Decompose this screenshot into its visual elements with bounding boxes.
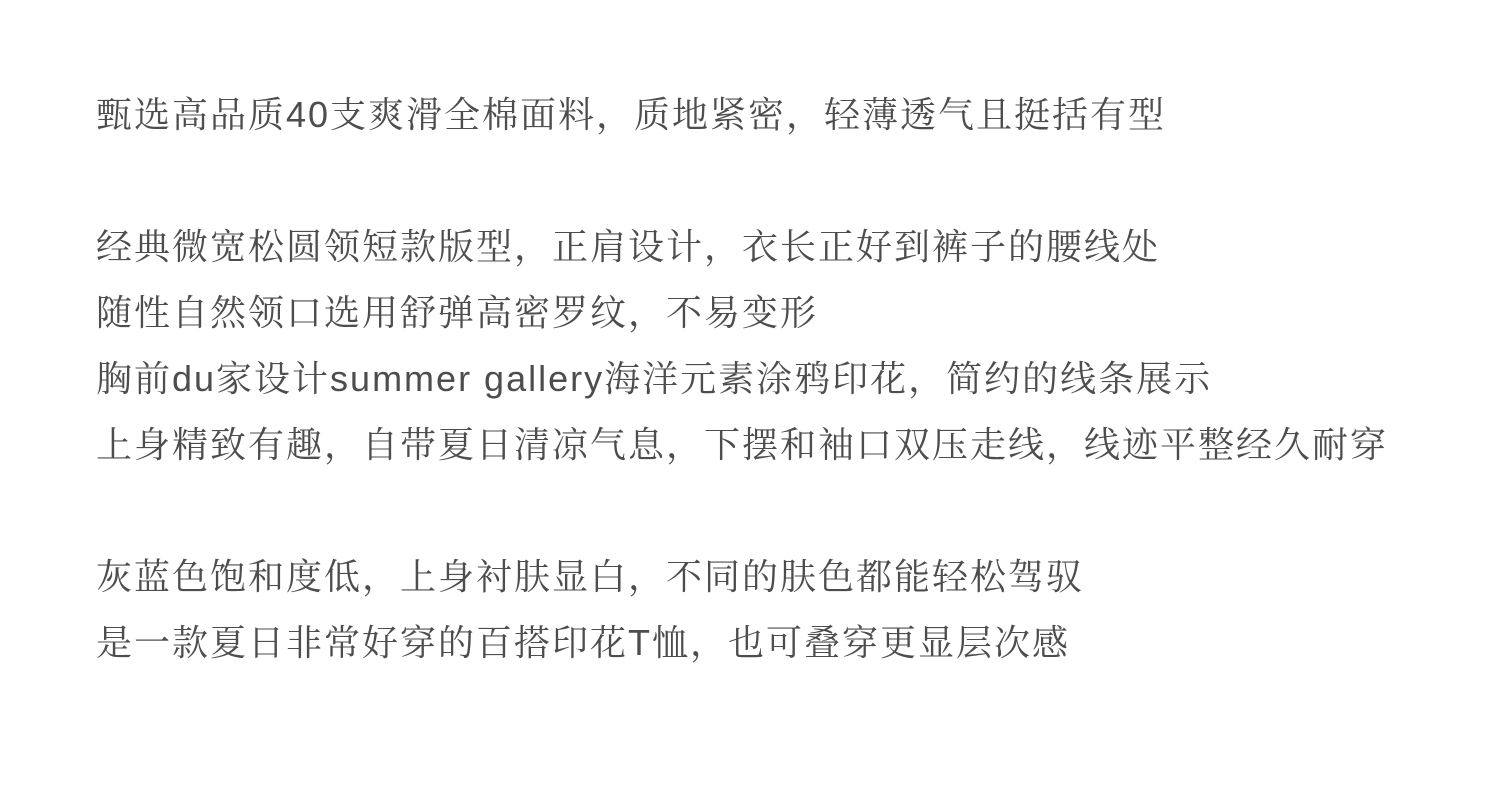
style-line-fit: 经典微宽松圆领短款版型，正肩设计，衣长正好到裤子的腰线处 <box>96 226 1161 267</box>
fabric-line: 甄选高品质40支爽滑全棉面料，质地紧密，轻薄透气且挺括有型 <box>96 94 1167 135</box>
fabric-paragraph <box>96 82 1456 148</box>
color-paragraph <box>96 544 1456 676</box>
product-description-block <box>96 82 1456 676</box>
color-line-tone: 灰蓝色饱和度低，上身衬肤显白，不同的肤色都能轻松驾驭 <box>96 556 1085 597</box>
style-line-stitching: 上身精致有趣，自带夏日清凉气息，下摆和袖口双压走线，线迹平整经久耐穿 <box>96 424 1389 465</box>
style-paragraph <box>96 214 1456 478</box>
style-line-print: 胸前du家设计summer gallery海洋元素涂鸦印花，简约的线条展示 <box>96 358 1213 399</box>
style-line-collar: 随性自然领口选用舒弹高密罗纹，不易变形 <box>96 292 819 333</box>
color-line-versatile: 是一款夏日非常好穿的百搭印花T恤，也可叠穿更显层次感 <box>96 622 1070 663</box>
